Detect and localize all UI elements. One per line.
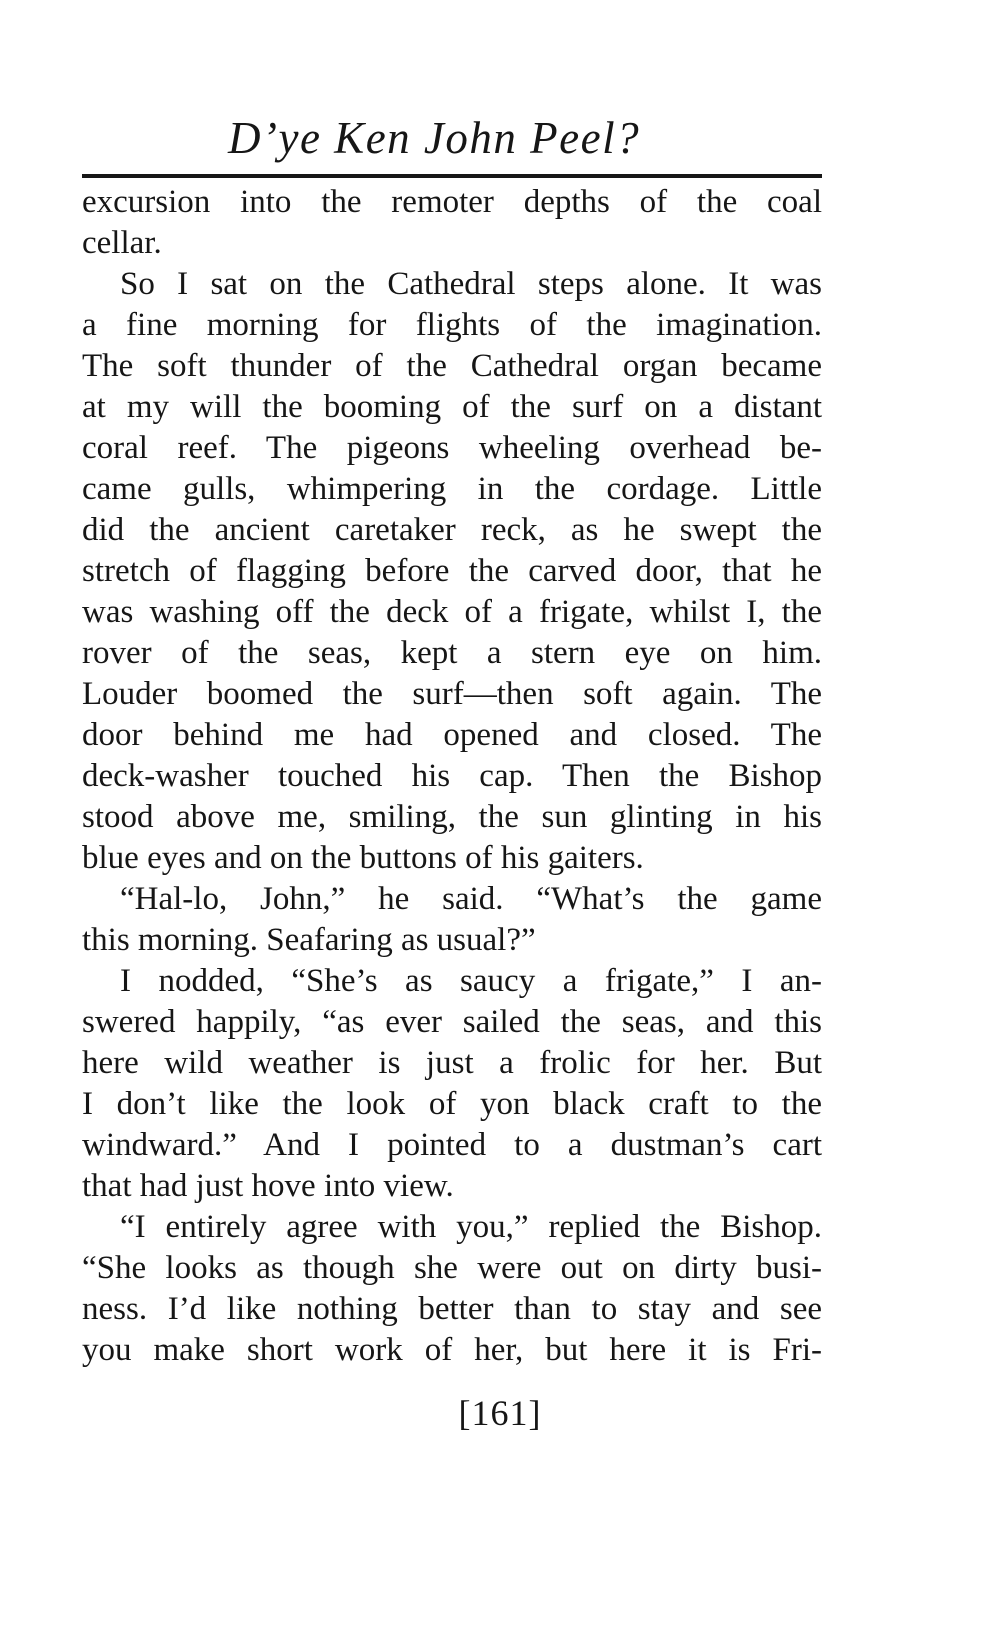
text-line: did the ancient caretaker reck, as he swept the	[82, 512, 822, 548]
text-line: swered happily, “as ever sailed the seas, and this	[82, 1004, 822, 1040]
text-line: I nodded, “She’s as saucy a frigate,” I an-	[120, 963, 822, 999]
text-line: excursion into the remoter depths of the coal	[82, 184, 822, 220]
text-line: stretch of flagging before the carved door, that he	[82, 553, 822, 589]
text-line: windward.” And I pointed to a dustman’s cart	[82, 1127, 822, 1163]
running-head: D’ye Ken John Peel?	[228, 113, 641, 163]
text-line: ness. I’d like nothing better than to stay and see	[82, 1291, 822, 1327]
header-rule	[82, 174, 822, 178]
text-line: deck-washer touched his cap. Then the Bishop	[82, 758, 822, 794]
text-line: a fine morning for flights of the imagination.	[82, 307, 822, 343]
text-line: blue eyes and on the buttons of his gaiters.	[82, 840, 644, 876]
text-line: came gulls, whimpering in the cordage. Little	[82, 471, 822, 507]
text-line: The soft thunder of the Cathedral organ became	[82, 348, 822, 384]
text-line: stood above me, smiling, the sun glinting in his	[82, 799, 822, 835]
text-line: cellar.	[82, 225, 162, 261]
text-line: that had just hove into view.	[82, 1168, 454, 1204]
body-text	[82, 182, 822, 1371]
text-line: rover of the seas, kept a stern eye on him.	[82, 635, 822, 671]
text-line: at my will the booming of the surf on a distant	[82, 389, 822, 425]
text-line: here wild weather is just a frolic for her. But	[82, 1045, 822, 1081]
text-line: Louder boomed the surf—then soft again. The	[82, 676, 822, 712]
text-line: you make short work of her, but here it is Fri-	[82, 1332, 822, 1368]
text-line: this morning. Seafaring as usual?”	[82, 922, 536, 958]
text-line: “She looks as though she were out on dirty busi-	[82, 1250, 822, 1286]
text-line: was washing off the deck of a frigate, whilst I, the	[82, 594, 822, 630]
page-number: [161]	[458, 1393, 542, 1433]
text-line: door behind me had opened and closed. The	[82, 717, 822, 753]
text-line: So I sat on the Cathedral steps alone. It was	[120, 266, 822, 302]
text-line: “Hal-lo, John,” he said. “What’s the game	[120, 881, 822, 917]
text-line: I don’t like the look of yon black craft to the	[82, 1086, 822, 1122]
text-line: “I entirely agree with you,” replied the Bishop.	[120, 1209, 822, 1245]
text-line: coral reef. The pigeons wheeling overhead be-	[82, 430, 822, 466]
